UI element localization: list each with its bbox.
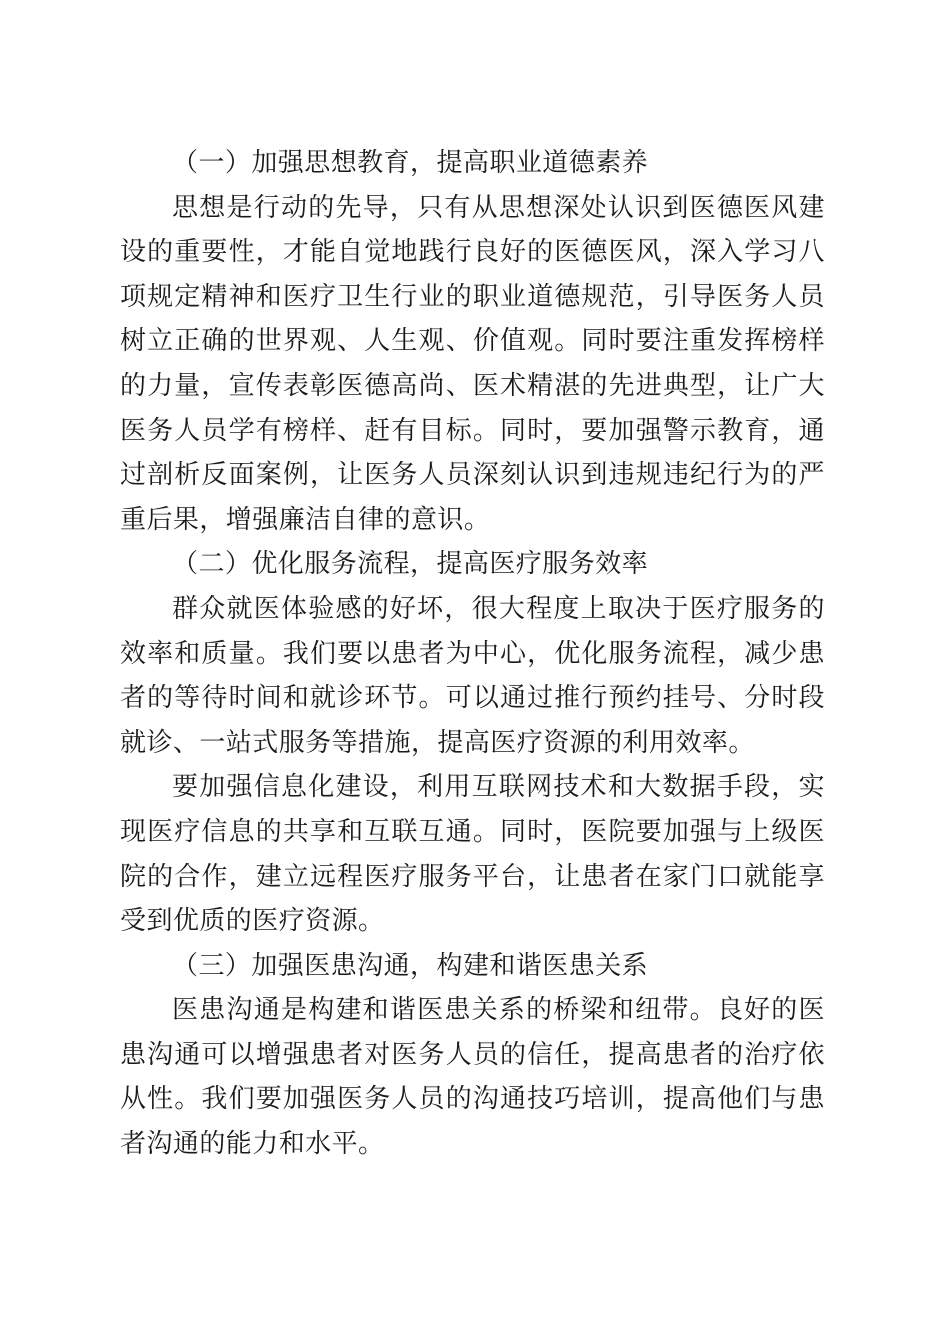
section-heading-1: （一）加强思想教育，提高职业道德素养 (172, 148, 649, 178)
section-heading-2: （二）优化服务流程，提高医疗服务效率 (172, 549, 649, 580)
section-1-paragraph-1: 思想是行动的先导，只有从思想深处认识到医德医风建设的重要性，才能自觉地践行良好的医德医风，深入学习八项规定精神和医疗卫生行业的职业道德规范，引导医务人员树立正确的世界观、人生观、价值观。同时要注重发挥榜样的力量，宣传表彰医德高尚、医术精湛的先进典型，让广大医务人员学有榜样、赶有目标。同时，要加强警示教育，通过剖析反面案例，让医务人员深刻认识到违规违纪行为的严重后果，增强廉洁自律的意识。 (120, 192, 825, 535)
section-3-paragraph-1: 医患沟通是构建和谐医患关系的桥梁和纽带。良好的医患沟通可以增强患者对医务人员的信任，提高患者的治疗依从性。我们要加强医务人员的沟通技巧培训，提高他们与患者沟通的能力和水平。 (120, 995, 825, 1160)
section-heading-3: （三）加强医患沟通，构建和谐医患关系 (172, 950, 649, 981)
document-body (120, 141, 825, 1167)
section-2-paragraph-1: 群众就医体验感的好坏，很大程度上取决于医疗服务的效率和质量。我们要以患者为中心，优化服务流程，减少患者的等待时间和就诊环节。可以通过推行预约挂号、分时段就诊、一站式服务等措施，提高医疗资源的利用效率。 (120, 593, 825, 758)
section-2-paragraph-2: 要加强信息化建设，利用互联网技术和大数据手段，实现医疗信息的共享和互联互通。同时，医院要加强与上级医院的合作，建立远程医疗服务平台，让患者在家门口就能享受到优质的医疗资源。 (120, 772, 825, 937)
